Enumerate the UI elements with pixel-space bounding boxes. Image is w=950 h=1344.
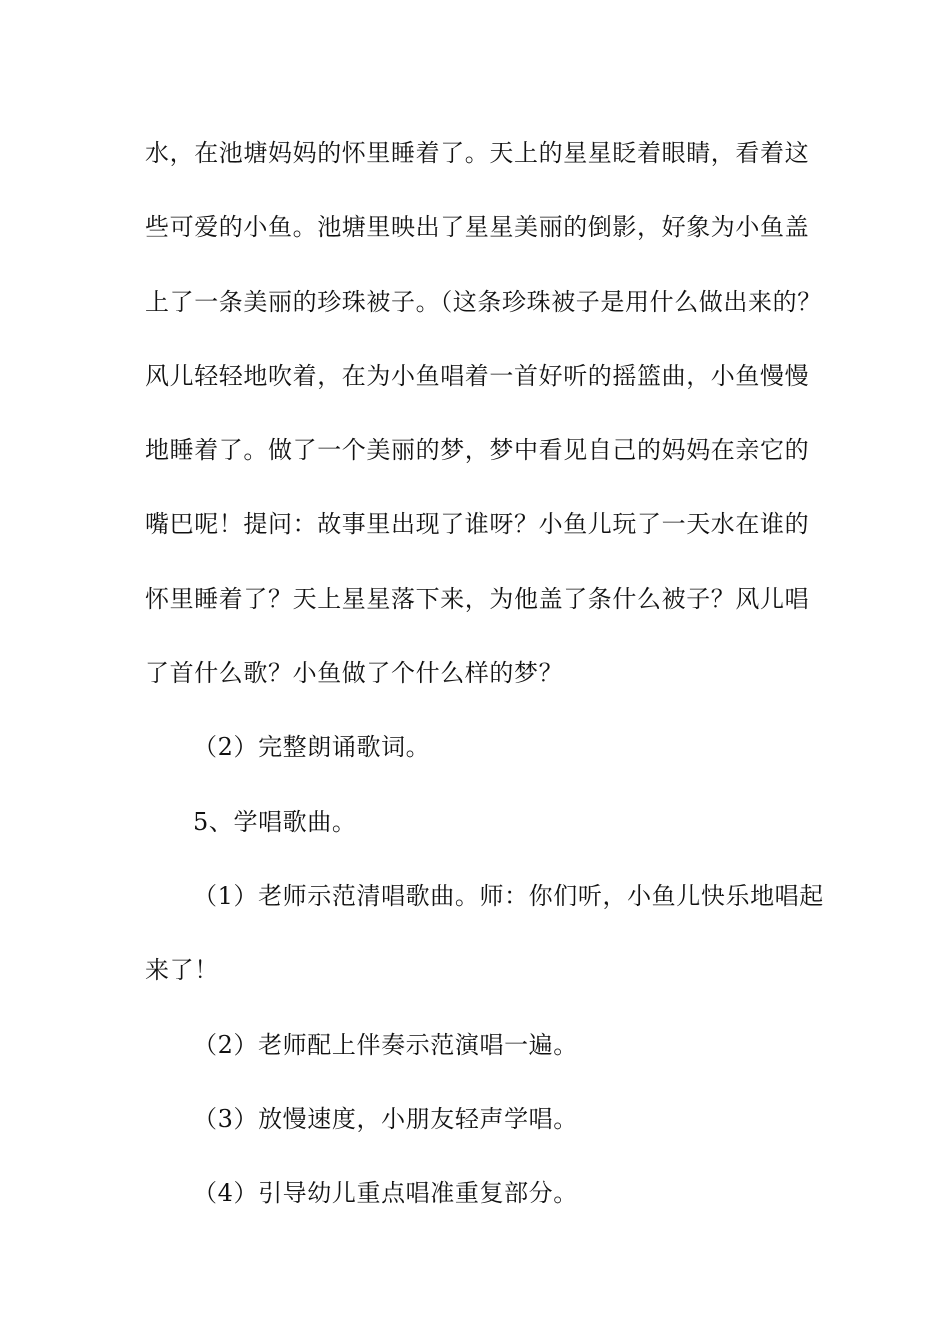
paragraph-line: 怀里睡着了？天上星星落下来，为他盖了条什么被子？风儿唱 — [145, 584, 810, 613]
paragraph-line: （4）引导幼儿重点唱准重复部分。 — [193, 1179, 578, 1208]
document-body — [145, 128, 835, 1242]
paragraph-line: （1）老师示范清唱歌曲。师：你们听，小鱼儿快乐地唱起 — [193, 881, 824, 910]
paragraph-line: 嘴巴呢！提问：故事里出现了谁呀？小鱼儿玩了一天水在谁的 — [145, 510, 810, 539]
paragraph-line: 些可爱的小鱼。池塘里映出了星星美丽的倒影，好象为小鱼盖 — [145, 213, 810, 242]
paragraph-line: （3）放慢速度，小朋友轻声学唱。 — [193, 1104, 578, 1133]
paragraph-line: （2）老师配上伴奏示范演唱一遍。 — [193, 1030, 578, 1059]
paragraph-line: （2）完整朗诵歌词。 — [193, 733, 431, 762]
paragraph-line: 水，在池塘妈妈的怀里睡着了。天上的星星眨着眼睛，看着这 — [145, 139, 810, 167]
paragraph-line: 来了！ — [145, 956, 219, 985]
paragraph-line: 了首什么歌？小鱼做了个什么样的梦？ — [145, 659, 564, 688]
paragraph-line: 上了一条美丽的珍珠被子。（这条珍珠被子是用什么做出来的？ — [145, 287, 822, 316]
paragraph-line: 地睡着了。做了一个美丽的梦，梦中看见自己的妈妈在亲它的 — [145, 436, 810, 465]
paragraph-line: 风儿轻轻地吹着，在为小鱼唱着一首好听的摇篮曲，小鱼慢慢 — [145, 361, 810, 390]
section-heading: 5、学唱歌曲。 — [193, 807, 357, 836]
